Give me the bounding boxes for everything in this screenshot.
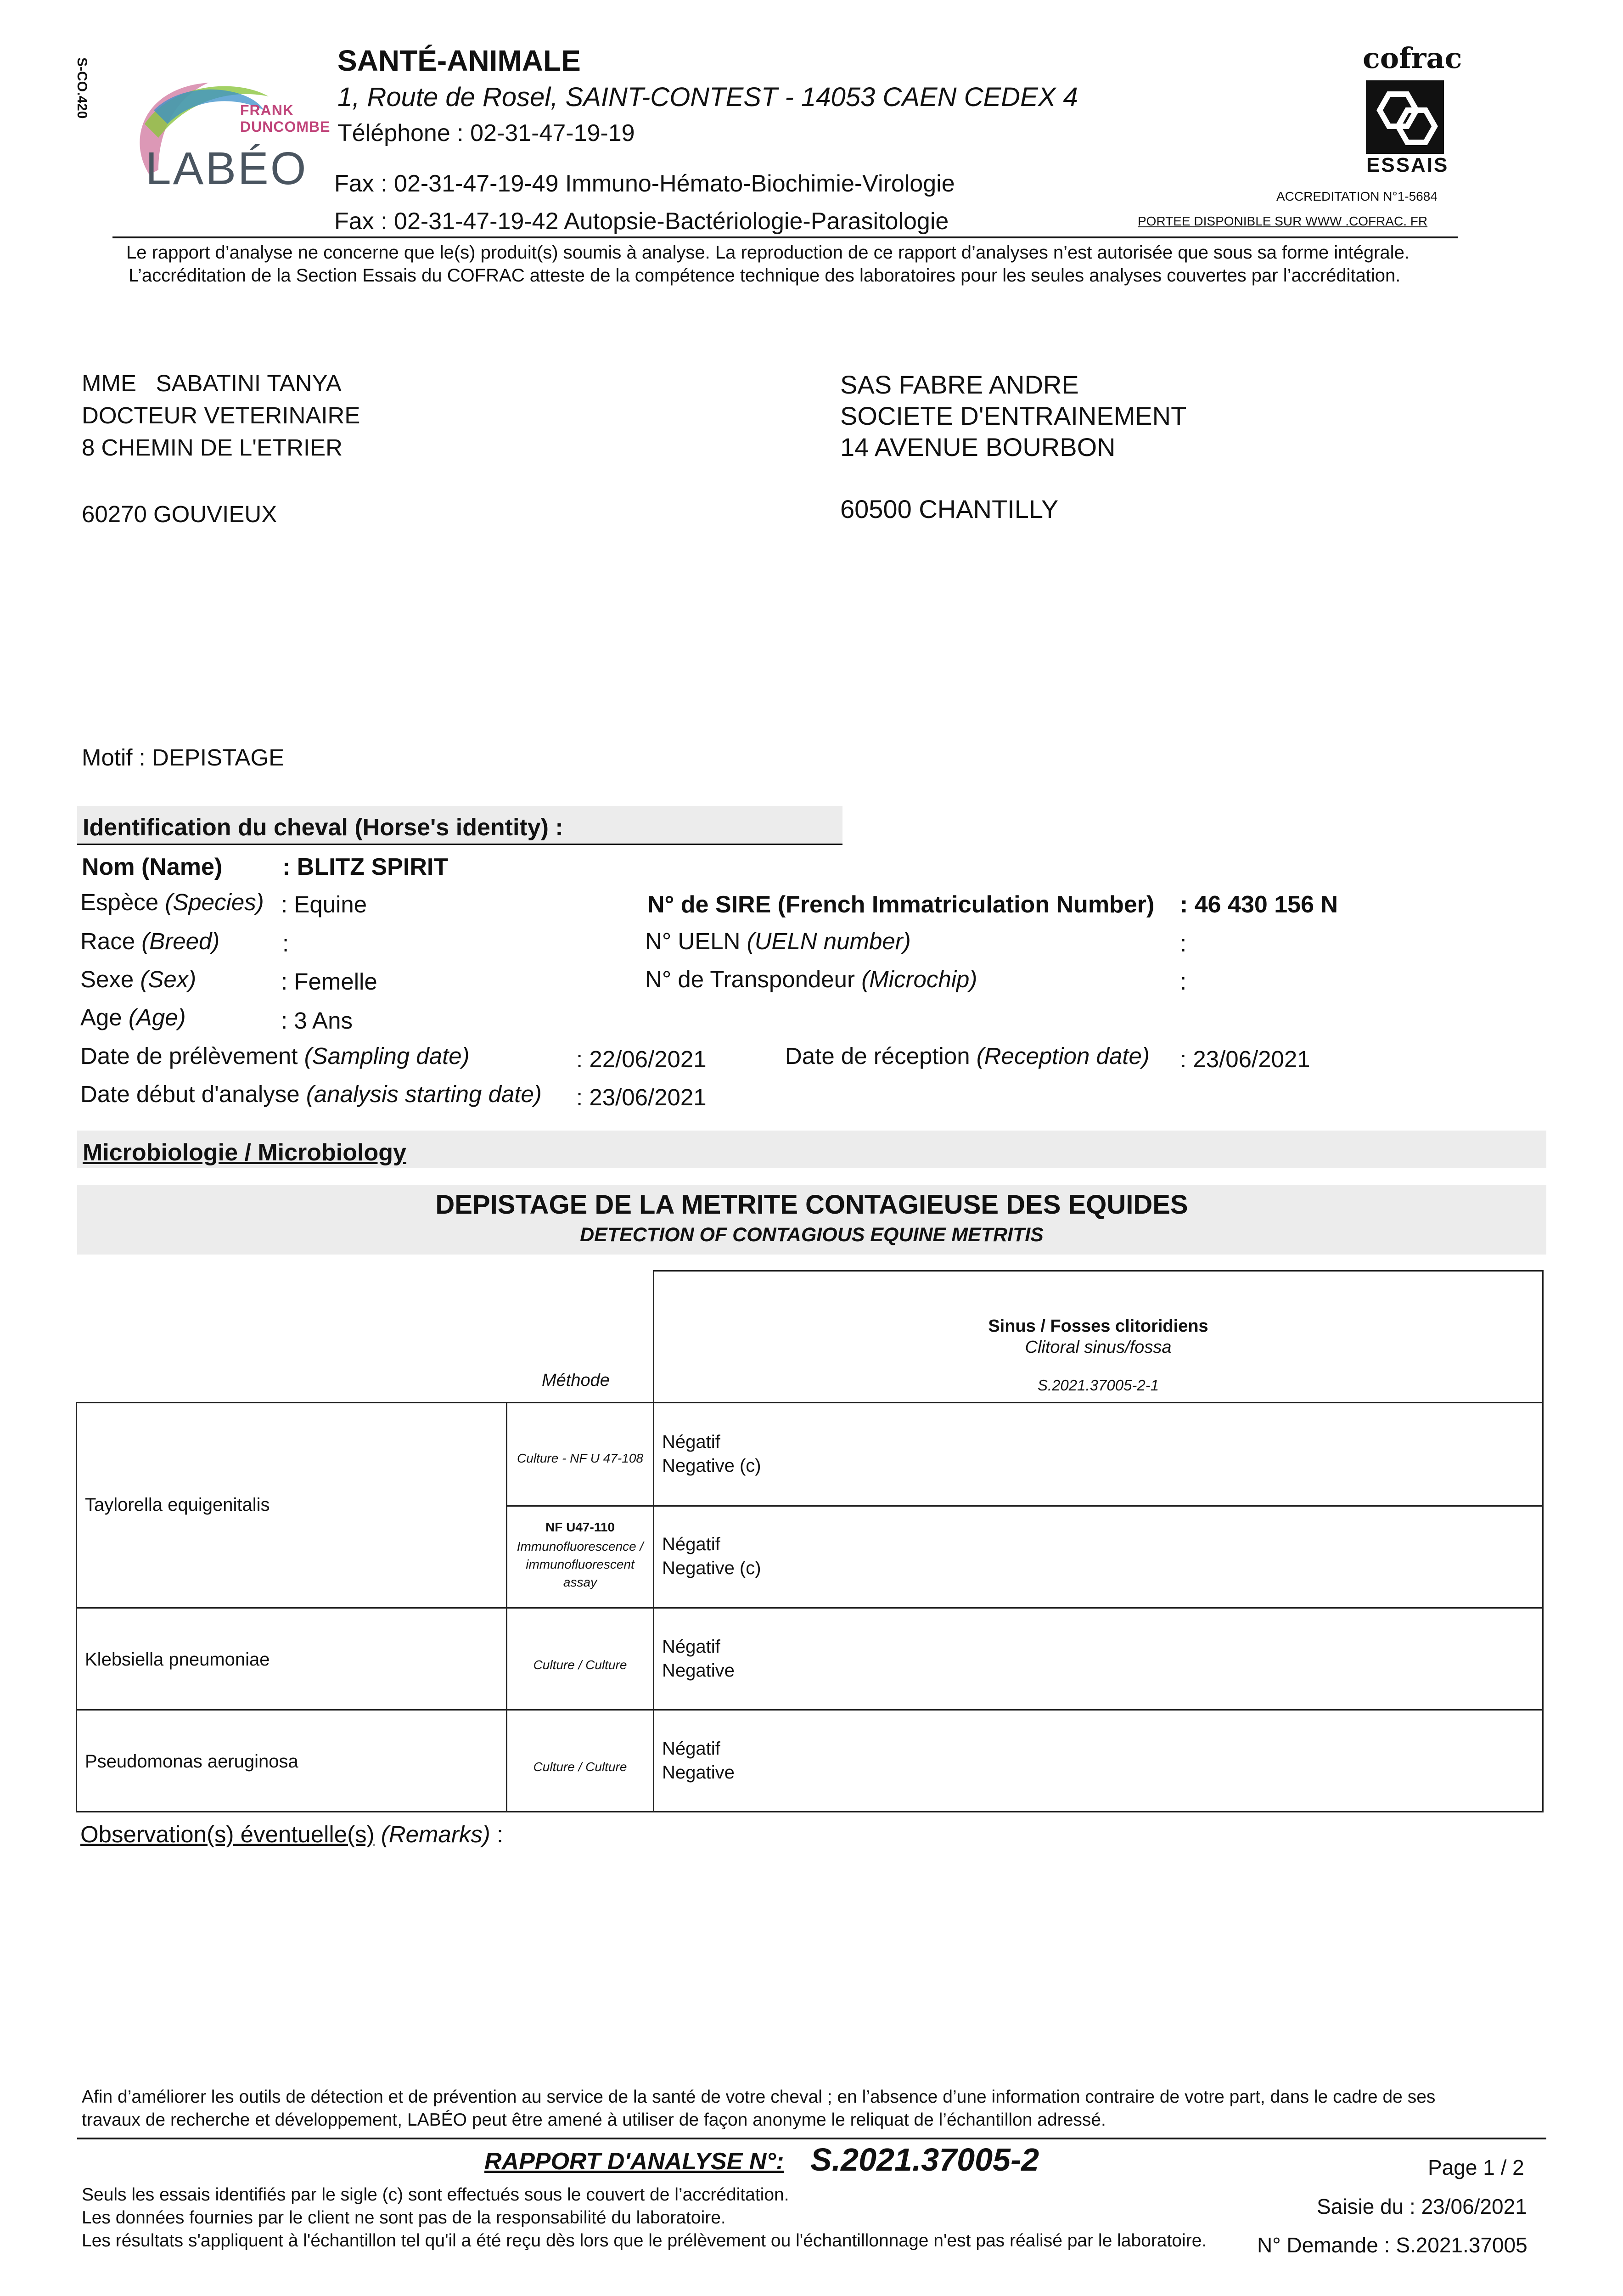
result-en: Negative (c): [662, 1456, 761, 1476]
name-label: Nom (Name): [82, 854, 223, 880]
method-text: Culture / Culture: [533, 1658, 627, 1672]
recipient-right-line2: SOCIETE D'ENTRAINEMENT: [840, 401, 1187, 430]
sire-value: : 46 430 156 N: [1180, 891, 1338, 918]
result-fr: Négatif: [662, 1432, 720, 1452]
column-sample-id: S.2021.37005-2-1: [1037, 1377, 1159, 1394]
analysis-label: Date début d'analyse (analysis starting date): [80, 1081, 542, 1107]
lab-name: SANTÉ-ANIMALE: [337, 44, 581, 77]
header-rule: [112, 236, 1458, 238]
species-label: Espèce (Species): [80, 889, 264, 915]
age-label: Age (Age): [80, 1004, 186, 1030]
footer-line2: Les données fournies par le client ne sont pas de la responsabilité du laboratoire.: [82, 2208, 726, 2228]
result-en: Negative (c): [662, 1558, 761, 1578]
breed-value: :: [282, 930, 289, 957]
footer-line3: Les résultats s'appliquent à l'échantillon tel qu'il a été reçu dès lors que le prélèvement ou l'échantillonnage n'est pas réalisé par le laboratoire.: [82, 2231, 1207, 2251]
organism-name: Taylorella equigenitalis: [85, 1495, 270, 1515]
sex-value: : Femelle: [281, 968, 377, 995]
reception-label: Date de réception (Reception date): [785, 1043, 1150, 1069]
remarks-label: Observation(s) éventuelle(s) (Remarks) :: [80, 1821, 504, 1847]
organism-name: Klebsiella pneumoniae: [85, 1649, 270, 1670]
sampling-label: Date de prélèvement (Sampling date): [80, 1043, 470, 1069]
cofrac-brand: cofrac: [1363, 41, 1462, 75]
cofrac-portee-link[interactable]: PORTEE DISPONIBLE SUR WWW .COFRAC. FR: [1138, 214, 1428, 228]
column-header-en: Clitoral sinus/fossa: [1025, 1338, 1172, 1357]
ueln-label: N° UELN (UELN number): [645, 928, 911, 954]
identity-section-title: Identification du cheval (Horse's identity) :: [83, 814, 563, 841]
ueln-value: :: [1180, 930, 1187, 957]
sampling-value: : 22/06/2021: [576, 1046, 707, 1072]
cofrac-logo: [1359, 41, 1462, 179]
footer-rule: [77, 2138, 1546, 2139]
transponder-label: N° de Transpondeur (Microchip): [645, 966, 977, 992]
result-en: Negative: [662, 1660, 735, 1681]
recipient-left-line3: 8 CHEMIN DE L'ETRIER: [82, 434, 343, 461]
page-number: Page 1 / 2: [1428, 2155, 1524, 2179]
micro-title: Microbiologie / Microbiology: [83, 1139, 406, 1166]
footer-note-line2: travaux de recherche et développement, LABÉO peut être amené à utiliser de façon anonyme le reliquat de l’échantillon adressé.: [82, 2110, 1106, 2130]
demande-number: N° Demande : S.2021.37005: [1257, 2233, 1528, 2257]
recipient-right-line3: 14 AVENUE BOURBON: [840, 433, 1116, 461]
logo-line2: DUNCOMBE: [240, 118, 331, 135]
recipient-left-line1: MME SABATINI TANYA: [82, 370, 342, 396]
side-code: S-CO.420: [74, 57, 90, 119]
lab-fax2: Fax : 02-31-47-19-42 Autopsie-Bactériologie-Parasitologie: [334, 208, 949, 235]
result-fr: Négatif: [662, 1637, 720, 1657]
result-cell-1: [653, 1402, 1544, 1507]
result-fr: Négatif: [662, 1739, 720, 1759]
cofrac-hexagon-icon: [1364, 78, 1446, 156]
test-subtitle: DETECTION OF CONTAGIOUS EQUINE METRITIS: [580, 1224, 1044, 1246]
method-text: Culture - NF U 47-108: [517, 1451, 643, 1465]
recipient-left-line4: 60270 GOUVIEUX: [82, 501, 277, 527]
lab-fax1: Fax : 02-31-47-19-49 Immuno-Hémato-Biochimie-Virologie: [334, 170, 955, 197]
motif: Motif : DEPISTAGE: [82, 744, 285, 771]
sex-label: Sexe (Sex): [80, 966, 197, 992]
disclaimer-line1: Le rapport d’analyse ne concerne que le(s) produit(s) soumis à analyse. La reproduction de ce rapport d’analyses n’est autorisée que sous sa forme intégrale.: [126, 242, 1410, 263]
report-label: RAPPORT D'ANALYSE N°:: [484, 2148, 784, 2175]
method-standard: NF U47-110: [545, 1520, 615, 1534]
footer-note-line1: Afin d’améliorer les outils de détection et de prévention au service de la santé de votre cheval ; en l’absence d’une information contraire de votre part, dans le cadre de ses: [82, 2087, 1436, 2107]
report-number: S.2021.37005-2: [810, 2142, 1039, 2178]
age-value: : 3 Ans: [281, 1007, 353, 1034]
disclaimer-line2: L’accréditation de la Section Essais du COFRAC atteste de la compétence technique des laboratoires pour les seules analyses couvertes par l’accréditation.: [129, 265, 1401, 286]
logo-wordmark: LABÉO: [146, 143, 308, 194]
result-fr: Négatif: [662, 1534, 720, 1554]
organism-name: Pseudomonas aeruginosa: [85, 1751, 298, 1772]
cofrac-essais: ESSAIS: [1366, 154, 1449, 176]
method-text: Immunofluorescence / immunofluorescent assay: [517, 1539, 644, 1589]
column-header: Sinus / Fosses clitoridiens: [988, 1317, 1208, 1336]
result-en: Negative: [662, 1762, 735, 1783]
labeo-logo: [117, 69, 331, 197]
result-cell-2: [653, 1505, 1544, 1609]
breed-label: Race (Breed): [80, 928, 220, 954]
cofrac-accreditation: ACCREDITATION N°1-5684: [1276, 189, 1438, 203]
footer-line1: Seuls les essais identifiés par le sigle (c) sont effectués sous le couvert de l’accréditation.: [82, 2185, 789, 2205]
lab-address: 1, Route de Rosel, SAINT-CONTEST - 14053 CAEN CEDEX 4: [337, 82, 1078, 112]
saisie-date: Saisie du : 23/06/2021: [1317, 2195, 1527, 2218]
result-cell-3: [653, 1607, 1544, 1711]
recipient-left-line2: DOCTEUR VETERINAIRE: [82, 402, 360, 428]
recipient-right-line4: 60500 CHANTILLY: [840, 495, 1059, 523]
method-header: Méthode: [542, 1371, 610, 1390]
logo-line1: FRANK: [240, 102, 294, 118]
sire-label: N° de SIRE (French Immatriculation Number): [647, 891, 1155, 918]
method-text: Culture / Culture: [533, 1760, 627, 1774]
identity-header-rule: [77, 844, 842, 845]
recipient-right-line1: SAS FABRE ANDRE: [840, 370, 1079, 399]
transponder-value: :: [1180, 968, 1187, 995]
result-cell-4: [653, 1709, 1544, 1812]
analysis-value: : 23/06/2021: [576, 1084, 707, 1110]
species-value: : Equine: [281, 891, 367, 917]
lab-phone: Téléphone : 02-31-47-19-19: [337, 120, 635, 146]
reception-value: : 23/06/2021: [1180, 1046, 1310, 1072]
name-value: : BLITZ SPIRIT: [282, 854, 449, 880]
test-title: DEPISTAGE DE LA METRITE CONTAGIEUSE DES EQUIDES: [435, 1190, 1188, 1220]
